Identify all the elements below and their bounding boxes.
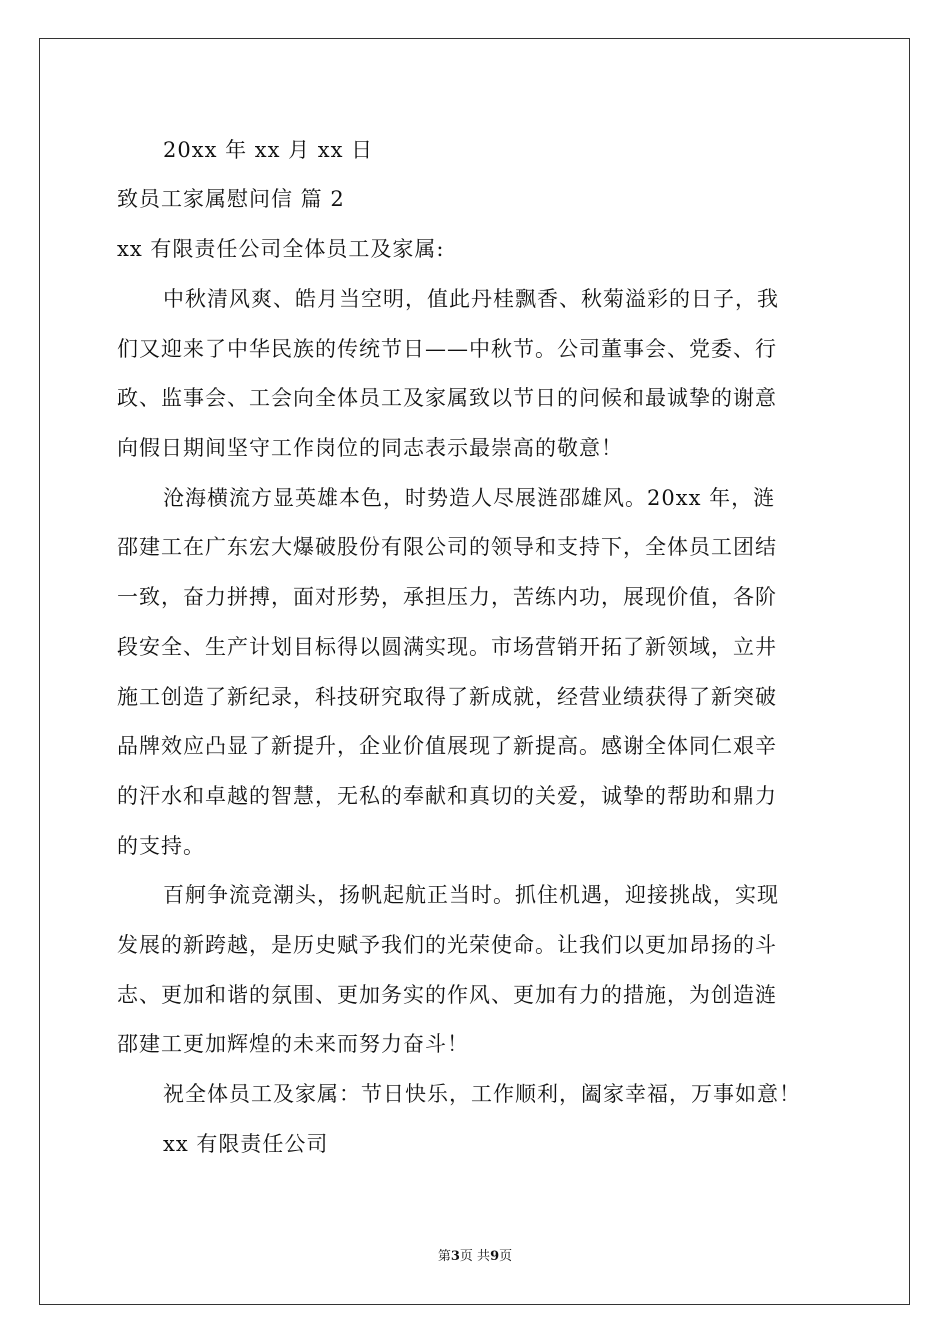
footer-page-current: 3 [450, 1249, 460, 1264]
body-line: 段安全、生产计划目标得以圆满实现。市场营销开拓了新领域，立井 [117, 635, 777, 659]
footer-suffix: 页 [499, 1249, 513, 1264]
footer-mid: 页 共 [459, 1249, 491, 1264]
body-line: 的支持。 [117, 834, 205, 858]
body-line: 百舸争流竞潮头，扬帆起航正当时。抓住机遇，迎接挑战，实现 [163, 883, 779, 907]
page-footer [0, 1248, 950, 1266]
footer-page-total: 9 [490, 1249, 500, 1264]
body-line: 沧海横流方显英雄本色，时势造人尽展涟邵雄风。20xx 年，涟 [163, 486, 776, 510]
footer-prefix: 第 [437, 1249, 451, 1264]
body-line: 一致，奋力拼搏，面对形势，承担压力，苦练内功，展现价值，各阶 [117, 585, 777, 609]
body-line: 邵建工在广东宏大爆破股份有限公司的领导和支持下，全体员工团结 [117, 535, 777, 559]
body-line: 志、更加和谐的氛围、更加务实的作风、更加有力的措施，为创造涟 [117, 983, 777, 1007]
closing-wishes: 祝全体员工及家属：节日快乐，工作顺利，阖家幸福，万事如意！ [163, 1082, 801, 1106]
page-frame [39, 38, 910, 1305]
body-line: 们又迎来了中华民族的传统节日——中秋节。公司董事会、党委、行 [117, 337, 777, 361]
letter-heading: 致员工家属慰问信 篇 2 [117, 187, 345, 211]
body-line: 向假日期间坚守工作岗位的同志表示最崇高的敬意！ [117, 436, 623, 460]
body-line: 的汗水和卓越的智慧，无私的奉献和真切的关爱，诚挚的帮助和鼎力 [117, 784, 777, 808]
body-line: 邵建工更加辉煌的未来而努力奋斗！ [117, 1032, 469, 1056]
letter-salutation: xx 有限责任公司全体员工及家属: [117, 237, 445, 261]
letter-date: 20xx 年 xx 月 xx 日 [163, 138, 374, 162]
company-signature: xx 有限责任公司 [163, 1132, 329, 1156]
body-line: 施工创造了新纪录，科技研究取得了新成就，经营业绩获得了新突破 [117, 685, 777, 709]
body-line: 政、监事会、工会向全体员工及家属致以节日的问候和最诚挚的谢意 [117, 386, 777, 410]
body-line: 发展的新跨越，是历史赋予我们的光荣使命。让我们以更加昂扬的斗 [117, 933, 777, 957]
body-line: 中秋清风爽、皓月当空明，值此丹桂飘香、秋菊溢彩的日子，我 [163, 287, 779, 311]
body-line: 品牌效应凸显了新提升，企业价值展现了新提高。感谢全体同仁艰辛 [117, 734, 777, 758]
